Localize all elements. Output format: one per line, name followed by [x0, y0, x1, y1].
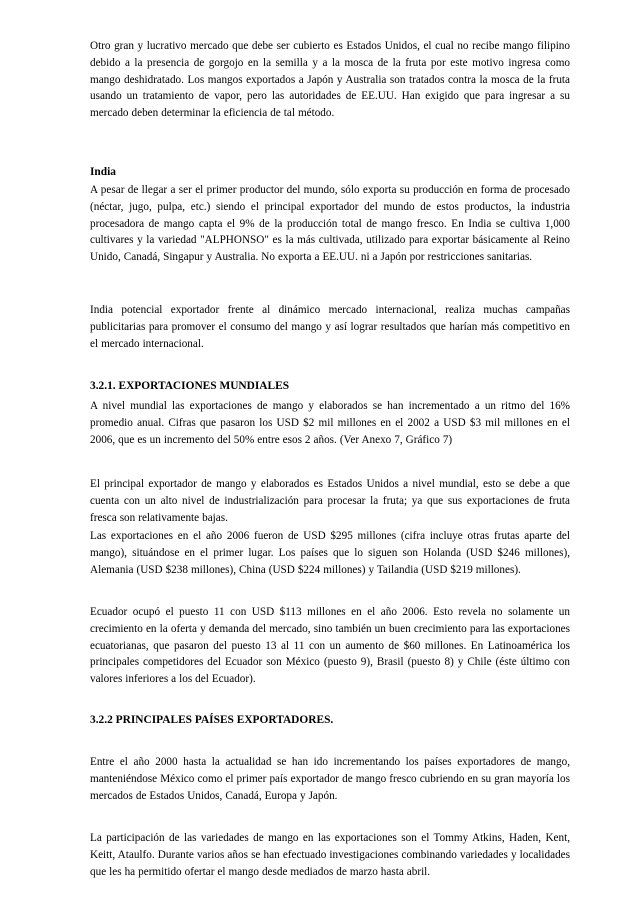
paragraph-ecuador-rank: Ecuador ocupó el puesto 11 con USD $113 millones en el año 2006. Esto revela no solamente un crecimiento en la oferta y demanda del mercado, sino también un buen crecimiento para las exportaciones ecuatorianas, que pasaron del puesto 13 al 11 con un aumento de $60 millones. En Latinoamérica los principales competidores del Ecuador son México (puesto 9), Brasil (puesto 8) y Chile (éste último con valores inferiores a los del Ecuador). [90, 606, 570, 686]
paragraph-mango-varieties: La participación de las variedades de mango en las exportaciones son el Tommy Atkins, Haden, Kent, Keitt, Ataulfo. Durante varios años se han efectuado investigaciones combinando variedades y localidades que les ha permitido ofertar el mango desde mediados de marzo hasta abril. [90, 832, 570, 878]
paragraph-usa-market: Otro gran y lucrativo mercado que debe ser cubierto es Estados Unidos, el cual no recibe mango filipino debido a la presencia de gorgojo en la semilla y a la mosca de la fruta por este motivo ingresa como mango deshidratado. Los mangos exportados a Japón y Australia son tratados contra la mosca de la fruta usando un tratamiento de vapor, pero las autoridades de EE.UU. Han exigido que para ingresar a su mercado deben determinar la eficiencia de tal método. [90, 40, 570, 120]
heading-section-3-2-2: 3.2.2 PRINCIPALES PAÍSES EXPORTADORES. [90, 714, 334, 726]
paragraph-exporting-countries: Entre el año 2000 hasta la actualidad se han ido incrementando los países exportadores de mango, manteniéndose México como el primer país exportador de mango fresco cubriendo en su gran mayoría los mercados de Estados Unidos, Canadá, Europa y Japón. [90, 756, 570, 802]
paragraph-exports-2006: Las exportaciones en el año 2006 fueron de USD $295 millones (cifra incluye otras frutas aparte del mango), situándose en el primer lugar. Los países que lo siguen son Holanda (USD $246 millones), Alemania (USD $238 millones), China (USD $224 millones) y Tailandia (USD $219 millones). [90, 530, 570, 576]
paragraph-india-production: A pesar de llegar a ser el primer productor del mundo, sólo exporta su producción en forma de procesado (néctar, jugo, pulpa, etc.) siendo el principal exportador del mundo de estos productos, la industria procesadora de mango capta el 9% de la producción total de mango fresco. En India se cultiva 1,000 cultivares y la variedad "ALPHONSO" es la más cultivada, utilizado para exportar básicamente al Reino Unido, Canadá, Singapur y Australia. No exporta a EE.UU. ni a Japón por restricciones sanitarias. [90, 184, 570, 264]
paragraph-main-exporter: El principal exportador de mango y elaborados es Estados Unidos a nivel mundial, esto se debe a que cuenta con un alto nivel de industrialización para procesar la fruta; ya que sus exportaciones de fruta fresca son relativamente bajas. [90, 478, 570, 524]
paragraph-world-exports: A nivel mundial las exportaciones de mango y elaborados se han incrementado a un ritmo del 16% promedio anual. Cifras que pasaron los USD $2 mil millones en el 2002 a USD $3 mil millones en el 2006, que es un incremento del 50% entre esos 2 años. (Ver Anexo 7, Gráfico 7) [90, 400, 570, 446]
heading-section-3-2-1: 3.2.1. EXPORTACIONES MUNDIALES [90, 380, 290, 392]
paragraph-india-potential: India potencial exportador frente al dinámico mercado internacional, realiza muchas campañas publicitarias para promover el consumo del mango y así lograr resultados que harían más competitivo en el mercado internacional. [90, 304, 570, 350]
heading-india: India [90, 166, 116, 178]
